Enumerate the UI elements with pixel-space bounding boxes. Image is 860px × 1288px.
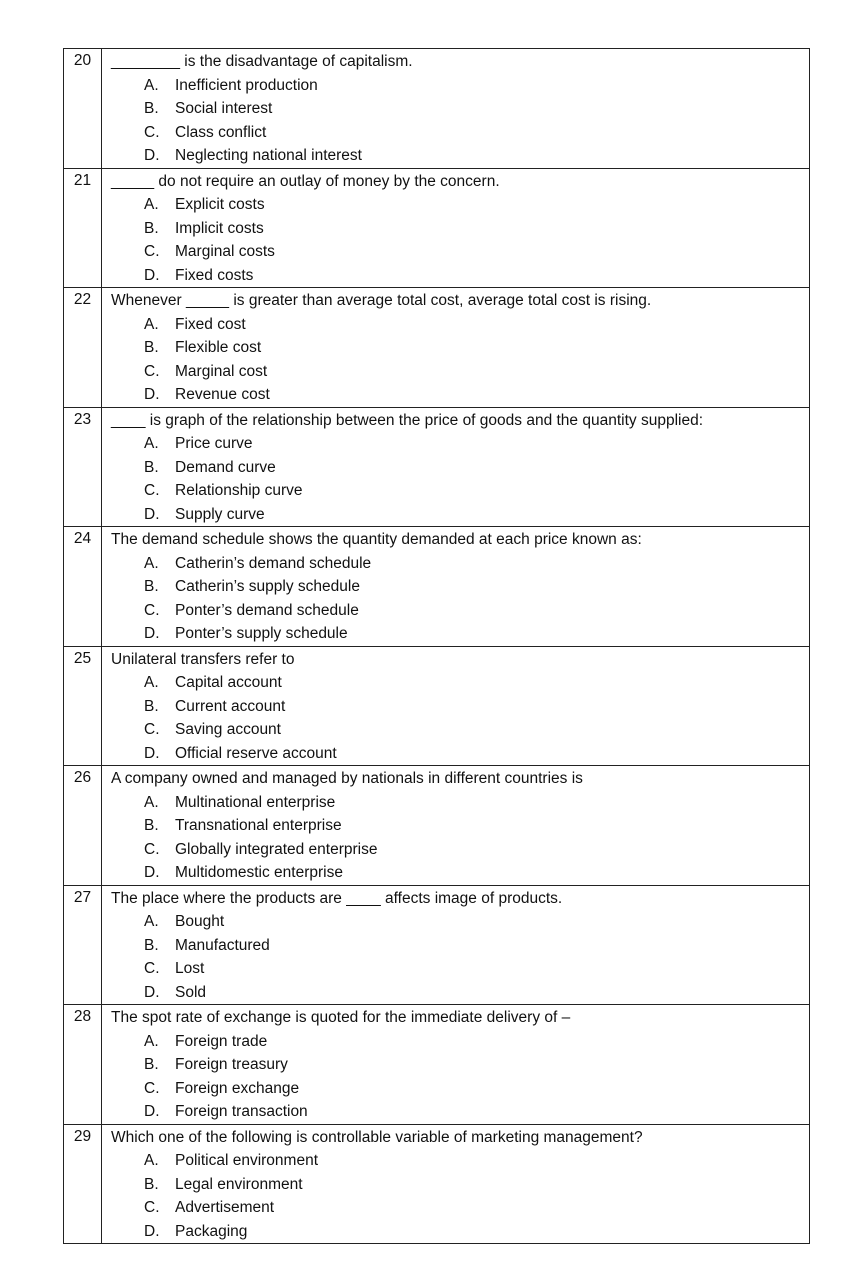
option-text: Capital account	[175, 674, 282, 691]
option-letter: B.	[144, 219, 159, 237]
answer-option	[111, 479, 809, 503]
answer-option	[111, 622, 809, 646]
option-text: Fixed cost	[175, 315, 246, 333]
option-text: Price curve	[175, 435, 253, 452]
option-letter: D.	[144, 983, 160, 1001]
question-row	[64, 1124, 810, 1244]
option-text: Revenue cost	[175, 386, 270, 403]
question-row	[64, 288, 810, 408]
option-text: Lost	[175, 960, 205, 977]
option-letter: C.	[144, 601, 160, 619]
question-text: The demand schedule shows the quantity demanded at each price known as:	[111, 531, 642, 548]
answer-option	[111, 575, 809, 599]
question-text: A company owned and managed by nationals in different countries is	[111, 770, 583, 787]
option-letter: D.	[144, 1103, 160, 1120]
answer-option	[111, 121, 809, 145]
option-letter: C.	[144, 840, 160, 858]
option-text: Social interest	[175, 100, 273, 117]
question-number: 27	[64, 885, 102, 1005]
option-letter: B.	[144, 697, 159, 715]
option-letter: A.	[144, 196, 159, 213]
question-number: 26	[64, 766, 102, 886]
option-letter: B.	[144, 458, 159, 476]
answer-option	[111, 742, 809, 766]
option-letter: A.	[144, 793, 159, 811]
answer-option	[111, 193, 809, 217]
answer-option	[111, 981, 809, 1005]
option-letter: D.	[144, 147, 160, 164]
answer-option	[111, 1077, 809, 1101]
question-number: 21	[64, 168, 102, 288]
option-text: Current account	[175, 697, 286, 715]
question-number: 28	[64, 1005, 102, 1125]
answer-option	[111, 264, 809, 288]
option-letter: A.	[144, 554, 159, 572]
question-text: The spot rate of exchange is quoted for the immediate delivery of –	[111, 1009, 571, 1026]
question-row	[64, 885, 810, 1005]
question-row	[64, 168, 810, 288]
option-letter: C.	[144, 123, 160, 141]
option-text: Manufactured	[175, 936, 270, 954]
option-text: Fixed costs	[175, 266, 254, 284]
question-text: Which one of the following is controllable variable of marketing management?	[111, 1128, 643, 1146]
question-number: 22	[64, 288, 102, 408]
option-text: Implicit costs	[175, 219, 264, 237]
answer-option	[111, 1220, 809, 1244]
option-text: Ponter’s demand schedule	[175, 601, 359, 619]
question-text: Unilateral transfers refer to	[111, 650, 295, 668]
option-text: Bought	[175, 913, 225, 930]
option-text: Marginal cost	[175, 362, 268, 380]
answer-option	[111, 957, 809, 981]
option-letter: D.	[144, 625, 160, 642]
option-text: Class conflict	[175, 123, 267, 141]
option-letter: B.	[144, 578, 159, 595]
option-text: Multidomestic enterprise	[175, 864, 343, 881]
option-text: Foreign transaction	[175, 1103, 308, 1120]
option-letter: C.	[144, 482, 160, 499]
answer-option	[111, 144, 809, 168]
question-text: ____ is graph of the relationship between the price of goods and the quantity supplied:	[111, 411, 703, 429]
option-text: Multinational enterprise	[175, 793, 336, 811]
answer-option	[111, 240, 809, 264]
question-text: _____ do not require an outlay of money by the concern.	[111, 172, 500, 190]
option-letter: D.	[144, 266, 160, 284]
answer-option	[111, 934, 809, 958]
option-letter: D.	[144, 1222, 160, 1240]
option-letter: A.	[144, 913, 159, 930]
option-letter: C.	[144, 362, 160, 380]
option-letter: A.	[144, 315, 159, 333]
option-letter: A.	[144, 76, 159, 94]
answer-option	[111, 1100, 809, 1124]
option-letter: B.	[144, 936, 159, 954]
question-body	[102, 1005, 810, 1125]
option-text: Ponter’s supply schedule	[175, 625, 348, 642]
answer-option	[111, 910, 809, 934]
question-table	[63, 48, 810, 1244]
option-letter: C.	[144, 1199, 160, 1216]
option-text: Relationship curve	[175, 482, 303, 499]
question-body	[102, 1124, 810, 1244]
question-row	[64, 1005, 810, 1125]
answer-option	[111, 1149, 809, 1173]
option-text: Foreign treasury	[175, 1056, 288, 1073]
question-row	[64, 407, 810, 527]
question-number: 25	[64, 646, 102, 766]
option-letter: A.	[144, 1032, 159, 1050]
answer-option	[111, 360, 809, 384]
option-letter: B.	[144, 1056, 159, 1073]
option-text: Explicit costs	[175, 196, 265, 213]
option-text: Demand curve	[175, 458, 276, 476]
option-text: Supply curve	[175, 505, 265, 523]
answer-option	[111, 1173, 809, 1197]
answer-option	[111, 503, 809, 527]
option-text: Sold	[175, 983, 207, 1001]
option-letter: D.	[144, 864, 160, 881]
option-letter: B.	[144, 100, 159, 117]
option-text: Catherin’s supply schedule	[175, 578, 360, 595]
answer-option	[111, 599, 809, 623]
option-text: Transnational enterprise	[175, 817, 342, 834]
answer-option	[111, 432, 809, 456]
answer-option	[111, 313, 809, 337]
question-body	[102, 646, 810, 766]
question-body	[102, 766, 810, 886]
option-text: Packaging	[175, 1222, 248, 1240]
question-text: The place where the products are ____ affects image of products.	[111, 889, 563, 907]
answer-option	[111, 1196, 809, 1220]
answer-option	[111, 383, 809, 407]
question-text: Whenever _____ is greater than average total cost, average total cost is rising.	[111, 292, 652, 309]
option-text: Catherin’s demand schedule	[175, 554, 372, 572]
option-letter: A.	[144, 674, 159, 691]
answer-option	[111, 1053, 809, 1077]
option-text: Flexible cost	[175, 339, 262, 356]
option-letter: B.	[144, 339, 159, 356]
answer-option	[111, 814, 809, 838]
question-body	[102, 407, 810, 527]
question-row	[64, 527, 810, 647]
answer-option	[111, 456, 809, 480]
option-text: Foreign trade	[175, 1032, 268, 1050]
option-text: Foreign exchange	[175, 1079, 300, 1097]
option-text: Inefficient production	[175, 76, 318, 94]
question-body	[102, 527, 810, 647]
option-letter: B.	[144, 817, 159, 834]
option-letter: C.	[144, 243, 160, 260]
option-letter: D.	[144, 386, 160, 403]
answer-option	[111, 838, 809, 862]
option-text: Official reserve account	[175, 744, 337, 762]
answer-option	[111, 336, 809, 360]
question-body	[102, 49, 810, 169]
question-body	[102, 168, 810, 288]
option-letter: D.	[144, 505, 160, 523]
option-letter: A.	[144, 435, 159, 452]
option-text: Advertisement	[175, 1199, 275, 1216]
answer-option	[111, 791, 809, 815]
answer-option	[111, 718, 809, 742]
option-text: Globally integrated enterprise	[175, 840, 378, 858]
question-number: 29	[64, 1124, 102, 1244]
option-letter: C.	[144, 721, 160, 738]
answer-option	[111, 74, 809, 98]
option-letter: D.	[144, 744, 160, 762]
answer-option	[111, 1030, 809, 1054]
option-text: Saving account	[175, 721, 281, 738]
question-row	[64, 766, 810, 886]
question-table-body	[64, 49, 810, 1244]
question-number: 20	[64, 49, 102, 169]
option-text: Neglecting national interest	[175, 147, 362, 164]
answer-option	[111, 695, 809, 719]
question-row	[64, 49, 810, 169]
question-number: 23	[64, 407, 102, 527]
option-letter: B.	[144, 1175, 159, 1193]
question-row	[64, 646, 810, 766]
question-text: ________ is the disadvantage of capitalism.	[111, 53, 413, 70]
question-number: 24	[64, 527, 102, 647]
option-text: Political environment	[175, 1152, 319, 1169]
option-letter: A.	[144, 1152, 159, 1169]
option-text: Marginal costs	[175, 243, 275, 260]
answer-option	[111, 97, 809, 121]
option-text: Legal environment	[175, 1175, 303, 1193]
option-letter: C.	[144, 960, 160, 977]
question-body	[102, 288, 810, 408]
answer-option	[111, 861, 809, 885]
question-body	[102, 885, 810, 1005]
answer-option	[111, 552, 809, 576]
answer-option	[111, 217, 809, 241]
answer-option	[111, 671, 809, 695]
option-letter: C.	[144, 1079, 160, 1097]
